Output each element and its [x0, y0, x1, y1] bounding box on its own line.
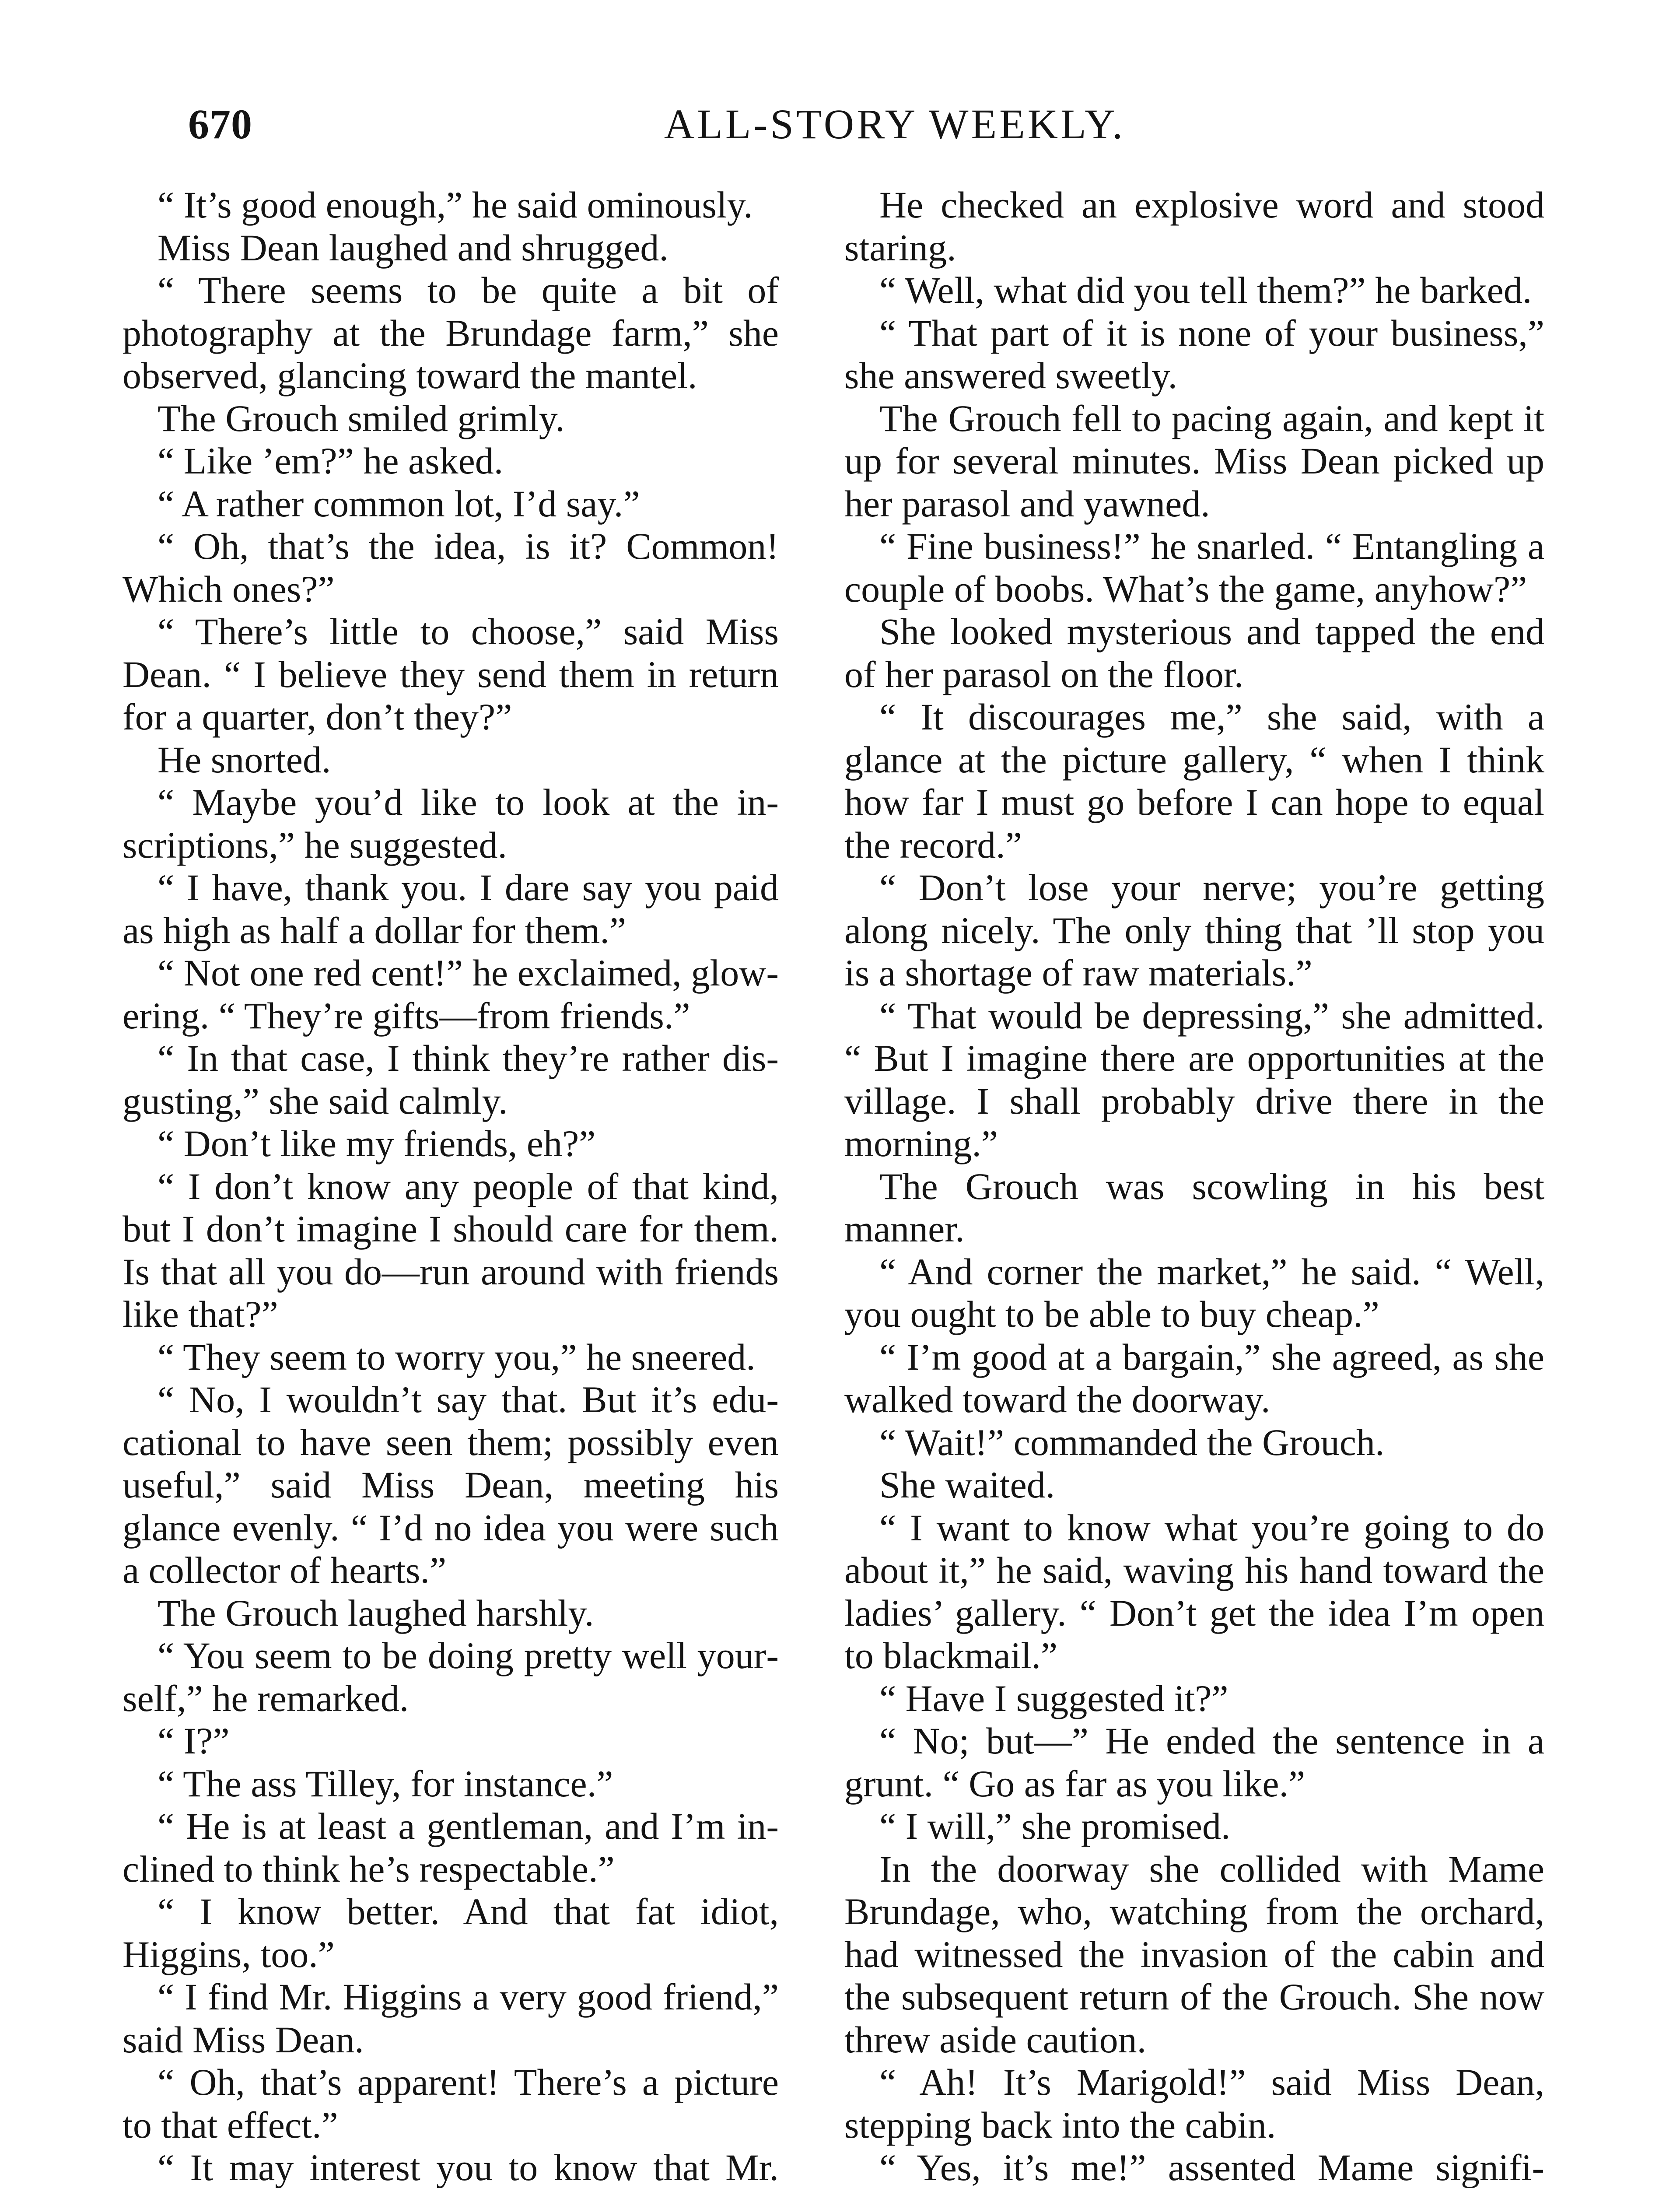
- paragraph: In the doorway she collided with Mame Brundage, who, watching from the orchard, had witnessed the invasion of the cabin and the subsequent return of the Grouch. She now threw aside caution.: [844, 1848, 1544, 2061]
- paragraph: “ I?”: [158, 1720, 230, 1762]
- paragraph: “ I know better. And that fat idiot, Higgins, too.”: [122, 1890, 779, 1975]
- paragraph: “ Not one red cent!” he exclaimed, glowering. “ They’re gifts—from friends.”: [122, 952, 779, 1037]
- paragraph: “ He is at least a gentleman, and I’m inclined to think he’s respectable.”: [122, 1805, 779, 1890]
- paragraph: “ That part of it is none of your business,” she answered sweetly.: [844, 312, 1544, 396]
- paragraph: The Grouch laughed harshly.: [158, 1592, 594, 1634]
- paragraph: “ Oh, that’s the idea, is it? Common! Which ones?”: [122, 525, 779, 610]
- paragraph: “ It discourages me,” she said, with a glance at the picture gallery, “ when I think how far I must go before I can hope to equal the record.”: [844, 696, 1544, 866]
- paragraph: Miss Dean laughed and shrugged.: [158, 226, 668, 269]
- paragraph: “ Like ’em?” he asked.: [158, 440, 504, 482]
- paragraph: “ There seems to be quite a bit of photography at the Brundage farm,” she observed, glancing toward the mantel.: [122, 269, 779, 396]
- paragraph: The Grouch fell to pacing again, and kept it up for several minutes. Miss Dean picked up her parasol and yawned.: [844, 397, 1544, 525]
- paragraph: “ I’m good at a bargain,” she agreed, as she walked toward the doorway.: [844, 1336, 1544, 1420]
- paragraph: “ The ass Tilley, for instance.”: [158, 1762, 613, 1805]
- paragraph: “ A rather common lot, I’d say.”: [158, 482, 640, 525]
- paragraph: “ Well, what did you tell them?” he barked.: [879, 269, 1532, 311]
- paragraph: “ It may interest you to know that Mr.: [158, 2146, 779, 2188]
- paragraph: “ I find Mr. Higgins a very good friend,” said Miss Dean.: [122, 1976, 779, 2061]
- paragraph: “ Don’t like my friends, eh?”: [158, 1122, 596, 1164]
- paragraph: “ No, I wouldn’t say that. But it’s educational to have seen them; possibly even useful,” said Miss Dean, meeting his glance evenly. “ I’d no idea you were such a collector of hearts.”: [122, 1378, 779, 1591]
- paragraph: He snorted.: [158, 738, 331, 781]
- paragraph: “ And corner the market,” he said. “ Well, you ought to be able to buy cheap.”: [844, 1250, 1544, 1335]
- paragraph: She waited.: [879, 1464, 1055, 1506]
- paragraph: “ Wait!” commanded the Grouch.: [879, 1421, 1385, 1463]
- paragraph: “ It’s good enough,” he said ominously.: [158, 184, 753, 226]
- paragraph: “ In that case, I think they’re rather disgusting,” she said calmly.: [122, 1037, 779, 1122]
- paragraph: “ Maybe you’d like to look at the inscriptions,” he suggested.: [122, 781, 779, 866]
- paragraph: The Grouch was scowling in his best manner.: [844, 1165, 1544, 1250]
- left-column: [122, 184, 779, 2188]
- paragraph: “ Don’t lose your nerve; you’re getting along nicely. The only thing that ’ll stop you is a shortage of raw materials.”: [844, 866, 1544, 994]
- paragraph: “ I want to know what you’re going to do about it,” he said, waving his hand toward the ladies’ gallery. “ Don’t get the idea I’m open to blackmail.”: [844, 1506, 1544, 1676]
- paragraph: She looked mysterious and tapped the end of her parasol on the floor.: [844, 610, 1544, 695]
- running-head: ALL-STORY WEEKLY.: [664, 101, 1126, 147]
- paragraph: “ Have I suggested it?”: [879, 1677, 1228, 1719]
- paragraph: “ No; but—” He ended the sentence in a grunt. “ Go as far as you like.”: [844, 1720, 1544, 1805]
- paragraph: “ Fine business!” he snarled. “ Entangling a couple of boobs. What’s the game, anyhow?”: [844, 525, 1544, 610]
- paragraph: “ That would be depressing,” she admitted. “ But I imagine there are opportunities at the village. I shall probably drive there in the morning.”: [844, 994, 1544, 1164]
- paragraph: “ You seem to be doing pretty well yourself,” he remarked.: [122, 1634, 779, 1719]
- paragraph: “ They seem to worry you,” he sneered.: [158, 1336, 756, 1378]
- paragraph: The Grouch smiled grimly.: [158, 397, 565, 439]
- paragraph: “ Yes, it’s me!” assented Mame signifi: [879, 2146, 1544, 2188]
- paragraph: “ There’s little to choose,” said Miss Dean. “ I believe they send them in return for a quarter, don’t they?”: [122, 610, 779, 738]
- paragraph: “ Ah! It’s Marigold!” said Miss Dean, stepping back into the cabin.: [844, 2061, 1544, 2146]
- paragraph: “ I have, thank you. I dare say you paid as high as half a dollar for them.”: [122, 866, 779, 951]
- right-column: [844, 184, 1544, 2188]
- paragraph: “ Oh, that’s apparent! There’s a picture to that effect.”: [122, 2061, 779, 2146]
- page-number: 670: [188, 101, 252, 147]
- paragraph: “ I don’t know any people of that kind, but I don’t imagine I should care for them. Is that all you do—run around with friends like that?”: [122, 1165, 779, 1335]
- paragraph: He checked an explosive word and stood staring.: [844, 184, 1544, 269]
- paragraph: “ I will,” she promised.: [879, 1805, 1231, 1847]
